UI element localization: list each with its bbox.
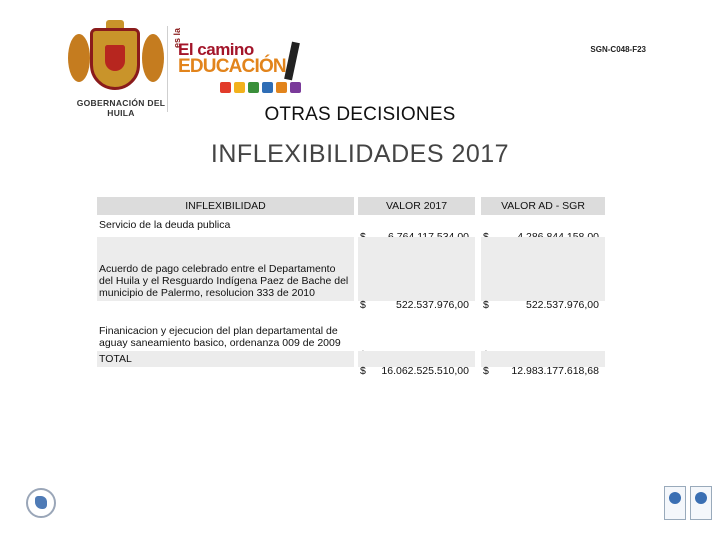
campaign-line1: El camino — [178, 40, 254, 59]
department-seal-logo — [26, 488, 56, 518]
table-row — [97, 301, 605, 351]
el-camino-educacion-logo — [172, 27, 304, 96]
campaign-line2: EDUCACIÓN — [178, 56, 286, 77]
header-valor-2017: VALOR 2017 — [358, 197, 475, 215]
table-row: Acuerdo de pago celebrado entre el Departamento del Huila y el Resguardo Indígena Paez de Bache del municipio de Palermo, resolucion 333 de 2010 $ 522.537.976,00 $ 522.537.976,00 — [97, 237, 605, 301]
table-row — [97, 215, 605, 235]
campaign-icons — [220, 82, 301, 93]
pencil-icon — [284, 42, 300, 81]
page-subtitle: OTRAS DECISIONES — [264, 104, 456, 125]
gobernacion-huila-crest-logo — [62, 20, 180, 118]
table-header-row — [97, 197, 605, 215]
row-label: Acuerdo de pago celebrado entre el Departamento del Huila y el Resguardo Indígena Paez de Bache del municipio de Palermo, resolucion 333 de 2010 — [99, 263, 349, 299]
page-title: INFLEXIBILIDADES 2017 — [210, 140, 510, 168]
inflexibilidades-table — [97, 197, 605, 377]
campaign-vertical-text: es la — [172, 27, 182, 48]
total-label: TOTAL — [99, 353, 132, 365]
header-divider — [167, 26, 168, 112]
certification-logo-2 — [690, 486, 712, 520]
header-valor-ad-sgr: VALOR AD - SGR — [481, 197, 605, 215]
row-label: Finanicacion y ejecucion del plan departamental de aguay saneamiento basico, ordenanza 009 de 2009 — [99, 325, 341, 349]
crest-caption: GOBERNACIÓN DEL HUILA — [76, 98, 166, 118]
certification-logo-1 — [664, 486, 686, 520]
row-label: Servicio de la deuda publica — [99, 219, 231, 231]
document-code: SGN-C048-F23 — [590, 45, 646, 54]
table-total-row: TOTAL $ 16.062.525.510,00 $ 12.983.177.618,68 — [97, 351, 605, 367]
header-inflexibilidad: INFLEXIBILIDAD — [97, 197, 354, 215]
